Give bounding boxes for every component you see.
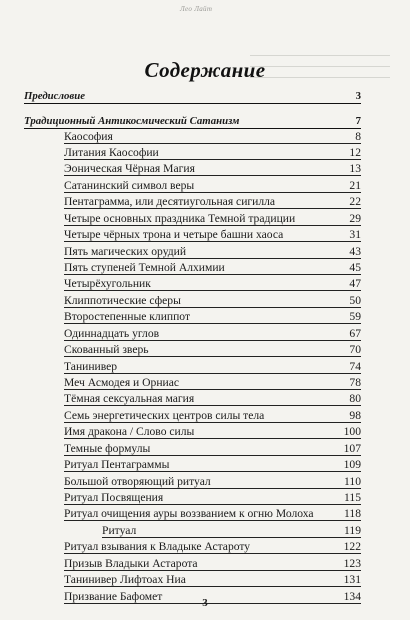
toc-entry-page: 80	[349, 392, 361, 406]
toc-entry	[64, 457, 361, 473]
toc-entry-title: Четыре чёрных трона и четыре башни хаоса	[64, 228, 284, 242]
toc-entry-title: Литания Каософии	[64, 145, 159, 159]
toc-entry-title: Эоническая Чёрная Магия	[64, 162, 195, 176]
toc-entry	[64, 506, 361, 522]
toc-entry	[64, 244, 361, 260]
toc-entry-title: Темные формулы	[64, 441, 151, 455]
toc-underline	[102, 537, 361, 538]
toc-entry-title: Семь энергетических центров силы тела	[64, 408, 265, 422]
toc-entry-page: 123	[343, 556, 361, 570]
toc-entry	[64, 129, 361, 145]
toc-entry-page: 59	[349, 310, 361, 324]
toc-entry-page: 47	[349, 277, 361, 291]
toc-entry-page: 7	[355, 115, 361, 127]
toc-entry-page: 8	[355, 129, 361, 143]
toc-entry-page: 100	[343, 425, 361, 439]
toc-entry-page: 50	[349, 293, 361, 307]
toc-entry-page: 107	[343, 441, 361, 455]
toc-entry	[64, 441, 361, 457]
toc-entry-title: Пять магических орудий	[64, 244, 187, 258]
toc-entry-title: Клиппотические сферы	[64, 293, 181, 307]
toc-entry-page: 98	[349, 408, 361, 422]
toc-entry	[64, 276, 361, 292]
toc-entry	[64, 539, 361, 555]
toc-entry-title: Ритуал очищения ауры воззванием к огню Молоха	[64, 507, 314, 521]
toc-entry-title: Тёмная сексуальная магия	[64, 392, 195, 406]
toc-entry-title: Каософия	[64, 129, 113, 143]
toc-entry-page: 70	[349, 343, 361, 357]
toc-entry-page: 13	[349, 162, 361, 176]
toc-entry-page: 31	[349, 228, 361, 242]
toc-entry	[64, 145, 361, 161]
toc-entry-page: 3	[355, 90, 361, 102]
toc-entry	[64, 161, 361, 177]
toc-entry-title: Пять ступеней Темной Алхимии	[64, 260, 225, 274]
toc-section-entry	[24, 88, 361, 104]
toc-entry-page: 78	[349, 375, 361, 389]
toc-entry-title: Призвание Бафомет	[64, 589, 163, 603]
toc-entry	[64, 490, 361, 506]
toc-entry	[64, 572, 361, 588]
toc-entry-title: Ритуал взывания к Владыке Астароту	[64, 540, 251, 554]
toc-entry-title: Танинивер Лифтоах Ниа	[64, 573, 186, 587]
toc-entry-page: 22	[349, 195, 361, 209]
toc-entry-page: 131	[343, 573, 361, 587]
toc-entry-title: Большой отворяющий ритуал	[64, 474, 211, 488]
toc-entry-page: 74	[349, 359, 361, 373]
toc-entry	[64, 391, 361, 407]
toc-entry	[64, 424, 361, 440]
toc-entry-page: 12	[349, 145, 361, 159]
toc-entry	[64, 293, 361, 309]
toc-entry	[64, 359, 361, 375]
toc-entry-page: 119	[344, 523, 361, 537]
toc-entry	[64, 326, 361, 342]
toc-entry-page: 29	[349, 211, 361, 225]
toc-entry-title: Четыре основных праздника Темной традиции	[64, 211, 296, 225]
page-number: 3	[202, 597, 208, 609]
toc-entry-title: Меч Асмодея и Орниас	[64, 375, 180, 389]
toc-entry-page: 110	[344, 474, 361, 488]
toc-entry-page: 115	[344, 490, 361, 504]
toc-entry	[102, 523, 361, 539]
toc-entry-page: 45	[349, 260, 361, 274]
toc-entry-page: 43	[349, 244, 361, 258]
toc-entry-page: 134	[343, 589, 361, 603]
toc-entry-title: Четырёхугольник	[64, 277, 151, 291]
toc-entry-title: Предисловие	[24, 90, 86, 102]
toc-entry	[64, 375, 361, 391]
toc-entry	[64, 178, 361, 194]
toc-entry	[64, 211, 361, 227]
toc-section-entry	[24, 113, 361, 129]
toc-entry	[64, 556, 361, 572]
running-head: Лео Лайт	[180, 5, 213, 13]
toc-entry	[64, 260, 361, 276]
toc-entry-title: Ритуал	[102, 523, 137, 537]
toc-entry-title: Призыв Владыки Астарота	[64, 556, 198, 570]
toc-entry	[64, 194, 361, 210]
toc-entry	[64, 227, 361, 243]
toc-entry	[64, 342, 361, 358]
toc-entry-title: Ритуал Посвящения	[64, 490, 164, 504]
toc-entry-title: Ритуал Пентаграммы	[64, 458, 170, 472]
toc-entry-title: Традиционный Антикосмический Сатанизм	[24, 115, 240, 127]
toc-entry-title: Имя дракона / Слово силы	[64, 425, 195, 439]
toc-entry	[64, 474, 361, 490]
toc-entry-page: 118	[344, 507, 361, 521]
toc-entry-page: 122	[343, 540, 361, 554]
toc-entry-title: Одиннадцать углов	[64, 326, 160, 340]
toc-entry-title: Пентаграмма, или десятиугольная сигилла	[64, 195, 276, 209]
toc-entry-title: Танинивер	[64, 359, 118, 373]
toc-entry	[64, 309, 361, 325]
toc-entry	[64, 408, 361, 424]
toc-entry-page: 109	[343, 458, 361, 472]
toc-entry-page: 67	[349, 326, 361, 340]
page-title: Содержание	[144, 58, 266, 83]
toc-entry-title: Сатанинский символ веры	[64, 178, 195, 192]
toc-entry-title: Второстепенные клиппот	[64, 310, 191, 324]
toc-entry-page: 21	[349, 178, 361, 192]
toc-entry-title: Скованный зверь	[64, 343, 149, 357]
